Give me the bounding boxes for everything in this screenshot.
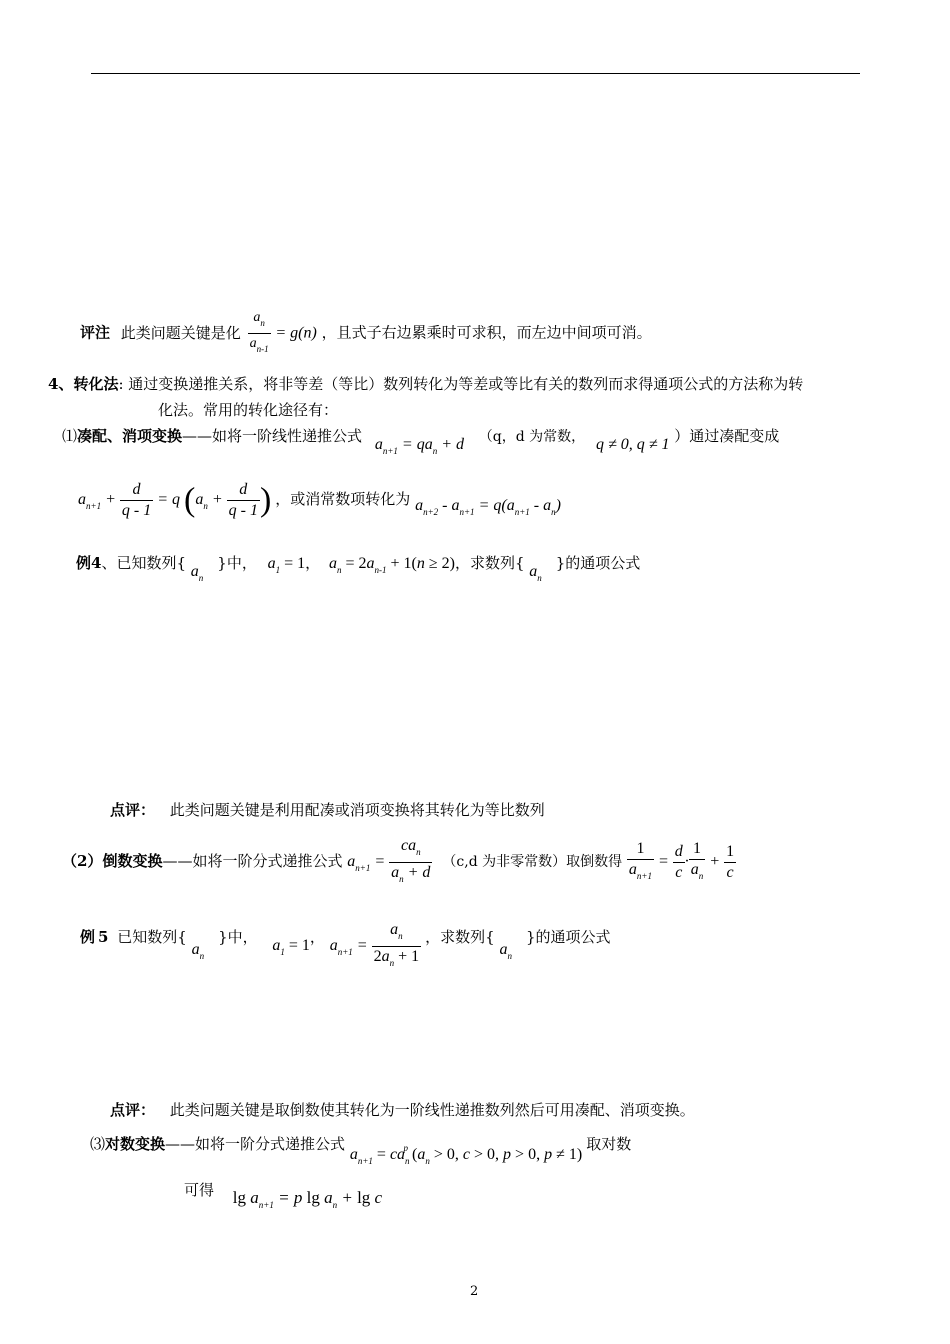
- example5-comma: ，: [309, 928, 325, 947]
- page-number: 2: [470, 1284, 479, 1299]
- formula-difference-form: $a_{n+2} - a_{n+1} = q(a_{n+1} - a_n)$: [415, 497, 561, 518]
- method1-after-cond: ）通过凑配变成: [674, 427, 780, 445]
- method2-title: 倒数变换: [102, 852, 163, 871]
- review2-line: [110, 1100, 695, 1120]
- review2-text: 此类问题关键是取倒数使其转化为一阶线性递推数列然后可用凑配、消项变换。: [169, 1101, 695, 1119]
- formula-ratio: $\frac{a_n}{a_{n-1}}$: [249, 310, 269, 354]
- method1-title: 凑配、消项变换: [77, 427, 183, 445]
- comment-text-after: ，且式子右边累乘时可求积，而左边中间项可消。: [321, 323, 652, 342]
- formula-ex5-a1: $a_1 = 1$: [272, 937, 310, 958]
- section4-title: 转化法: [73, 375, 119, 393]
- example5-line: [80, 912, 611, 968]
- example4-number: 4: [91, 554, 102, 572]
- formula-an: $a_n$: [190, 563, 204, 583]
- method1-or-text: ，或消常数项转化为: [275, 490, 411, 509]
- example4-label: 例: [76, 554, 92, 572]
- method3-result-prefix: 可得: [184, 1181, 215, 1199]
- example4-text4: }的通项公式: [555, 554, 641, 572]
- method2-paren-note: （c,d 为非零常数）取倒数得: [442, 854, 623, 871]
- method3-after: 取对数: [586, 1135, 632, 1153]
- comment-label: 评注: [80, 323, 111, 342]
- example5-text3: ，求数列{: [425, 928, 495, 947]
- formula-ex4-recurrence: $a_n = 2a_{n-1} + 1(n \ge 2)$: [328, 555, 455, 575]
- method1-transform-line: [78, 480, 561, 521]
- comment-line: [80, 308, 652, 359]
- section4-colon: :: [118, 375, 124, 393]
- example5-text2: }中，: [218, 928, 258, 947]
- formula-completed-form: $a_{n+1}$ + $\frac{d}{q - 1}$ = q ($a_n$ + $\frac{d}{q - 1}$ ): [78, 481, 272, 519]
- review1-line: [110, 800, 545, 820]
- example4-text3: ，求数列{: [454, 554, 525, 572]
- example4-line: [76, 553, 641, 583]
- formula-an-2: $a_n$: [529, 563, 542, 583]
- method1-dash: ——如将一阶线性递推公式: [182, 427, 363, 445]
- formula-ex5-an-2: $a_n$: [499, 941, 512, 962]
- section4-number: 4、: [48, 375, 74, 393]
- formula-log-result: $\lg a_{n+1} = p$ $\lg a_n + \lg c$: [232, 1188, 383, 1210]
- comment-text-before: 此类问题关键是化: [120, 323, 241, 342]
- method3-number: ⑶: [90, 1135, 106, 1153]
- example4-text2: }中，: [217, 554, 257, 572]
- review2-label: 点评：: [110, 1101, 156, 1119]
- formula-ex5-an: $a_n$: [191, 941, 205, 962]
- method3-result-line: [184, 1180, 383, 1210]
- example5-label: 例: [80, 928, 96, 947]
- formula-ex5-recurrence: $a_{n+1}$ = $\frac{a_n}{2a_n + 1}$: [329, 921, 420, 968]
- formula-g-n: = g(n): [275, 324, 317, 342]
- method1-line: [62, 426, 780, 456]
- method2-line: [62, 836, 736, 889]
- example4-text1: 、已知数列{: [101, 554, 186, 572]
- header-rule: [91, 73, 860, 74]
- review1-label: 点评：: [110, 801, 156, 819]
- section4-line1: [48, 374, 803, 394]
- formula-a1: $a_1 = 1$: [267, 555, 306, 575]
- method3-dash: ——如将一阶分式递推公式: [165, 1135, 346, 1153]
- formula-fraction-recurrence: $a_{n+1}$ = $\frac{ca_n}{a_n + d}$: [347, 837, 431, 884]
- review1-text: 此类问题关键是利用配凑或消项变换将其转化为等比数列: [169, 801, 545, 819]
- formula-power-recurrence: $a_{n+1} = ca_n^p$ ($a_n > 0$, c > 0, p > 0, p ≠ 1): [349, 1143, 583, 1166]
- formula-q-condition: q ≠ 0, q ≠ 1: [595, 436, 670, 453]
- section4-text1: 通过变换递推关系，将非等差（等比）数列转化为等差或等比有关的数列而求得通项公式的方法称为转: [128, 375, 804, 393]
- method3-line: [90, 1128, 632, 1166]
- section4-text2: 化法。常用的转化途径有：: [158, 401, 339, 419]
- example5-text4: }的通项公式: [525, 928, 611, 947]
- formula-linear-recurrence: $a_{n+1} = qa_n + d$: [374, 436, 464, 456]
- formula-reciprocal: $\frac{1}{a_{n+1}}$ = $\frac{d}{c}$ · $\frac{1}{a_n}$ + $\frac{1}{c}$: [628, 840, 735, 881]
- example5-number: 5: [98, 928, 109, 947]
- method3-title: 对数变换: [105, 1135, 166, 1153]
- method1-paren-note: （q，d 为常数，: [478, 429, 586, 445]
- example5-text1: 已知数列{: [117, 928, 187, 947]
- method1-number: ⑴: [62, 427, 78, 445]
- example4-comma: ，: [305, 554, 321, 572]
- method2-dash: ——如将一阶分式递推公式: [162, 852, 343, 871]
- method2-number: （2）: [62, 852, 103, 871]
